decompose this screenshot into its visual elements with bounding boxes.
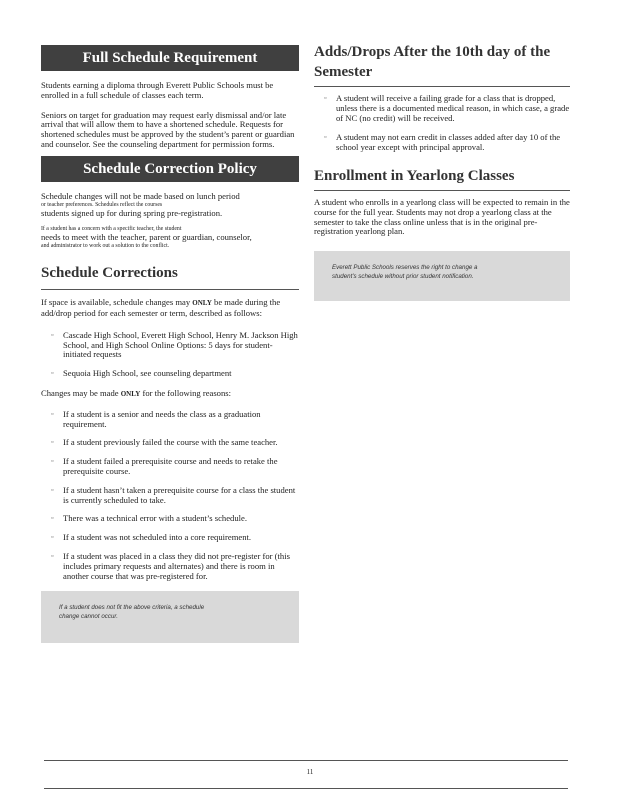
bullet-icon: ▫ (51, 485, 54, 494)
criteria-note-line2: change cannot occur. (59, 613, 118, 621)
policy-line1: Schedule changes will not be made based on lunch period (41, 190, 240, 201)
list-item-text: If a student hasn’t taken a prerequisite course for a class the student is currently scheduled to take. (63, 484, 296, 505)
bullet-icon: ▫ (51, 457, 54, 466)
reasons-intro-a: Changes may be made (41, 387, 119, 398)
list-item (41, 552, 299, 581)
full-schedule-heading: Full Schedule Requirement (41, 45, 299, 71)
rights-note-line1: Everett Public Schools reserves the right to change a (332, 264, 478, 272)
list-item (41, 438, 299, 448)
list-item-text: If a student is a senior and needs the class as a graduation requirement. (63, 408, 261, 429)
policy-line5: needs to meet with the teacher, parent or guardian, counselor, (41, 232, 252, 243)
corrections-intro-a: If space is available, schedule changes may (41, 297, 191, 308)
add-drop-periods-list (41, 331, 299, 379)
footer-rule-bottom (44, 788, 568, 789)
list-item (41, 486, 299, 506)
policy-line6: and administrator to work out a solution to the conflict. (41, 243, 170, 250)
full-schedule-para1: Students earning a diploma through Everett Public Schools must be enrolled in a full schedule of classes each term. (41, 80, 274, 100)
rights-note-box (314, 251, 570, 301)
bullet-icon: ▫ (51, 409, 54, 418)
list-item-text: Cascade High School, Everett High School, Henry M. Jackson High School, and High School Online Options: 5 days for student-initiated requests (63, 329, 298, 360)
policy-line3: students signed up for during spring pre-registration. (41, 207, 223, 218)
corrections-heading: Schedule Corrections (41, 264, 299, 290)
reasons-intro-b: for the following reasons: (142, 387, 232, 398)
footer-rule-top (44, 760, 568, 761)
correction-policy-heading: Schedule Correction Policy (41, 156, 299, 182)
bullet-icon: ▫ (51, 551, 54, 560)
corrections-intro (41, 298, 299, 319)
criteria-note-box (41, 591, 299, 643)
adds-drops-heading-line2: Semester (314, 64, 373, 80)
yearlong-para: A student who enrolls in a yearlong class will be expected to remain in the course for the full year. Students may not drop a yearlong class at the semester to take the class online unless that is in the original pre-registration yearlong plan. (314, 196, 570, 237)
bullet-icon: ▫ (324, 94, 327, 102)
list-item-text: A student will receive a failing grade for a class that is dropped, unless there is a documented medical reason, in which case, a grade of NC (no credit) will be received. (336, 93, 570, 123)
list-item (41, 514, 299, 524)
policy-line4: If a student has a concern with a specific teacher, the student (41, 226, 182, 233)
list-item (41, 331, 299, 360)
list-item (41, 410, 299, 430)
adds-drops-list (314, 94, 570, 153)
full-schedule-para2: Seniors on target for graduation may request early dismissal and/or late arrival that will allow them to have a shortened schedule. Requests for shortened schedules must be approved by the student’s parent or guardian and counselor. See the counseling department for permission forms. (41, 109, 295, 149)
right-column (314, 0, 570, 301)
rights-note-line2: student's schedule without prior student notification. (332, 273, 474, 281)
adds-drops-heading-line1: Adds/Drops After the 10th day of the (314, 44, 551, 60)
list-item-text: A student may not earn credit in classes added after day 10 of the school year except with principal approval. (336, 132, 561, 153)
bullet-icon: ▫ (324, 133, 327, 142)
page-number: 11 (306, 768, 314, 776)
corrections-intro-b: be made during the add/drop period for each semester or term, described as follows: (41, 297, 281, 318)
change-reasons-list (41, 410, 299, 582)
list-item-text: If a student previously failed the course with the same teacher. (63, 437, 278, 448)
list-item-text: There was a technical error with a student’s schedule. (63, 513, 247, 524)
bullet-icon: ▫ (51, 330, 54, 339)
reasons-intro (41, 389, 299, 400)
bullet-icon: ▫ (51, 438, 54, 447)
list-item (41, 457, 299, 477)
only-emphasis-1: ONLY (192, 299, 212, 308)
bullet-icon: ▫ (51, 369, 54, 378)
bullet-icon: ▫ (51, 533, 54, 542)
list-item-text: If a student failed a prerequisite course and needs to retake the prerequisite course. (63, 456, 278, 476)
list-item (41, 369, 299, 379)
list-item-text: If a student was placed in a class they did not pre-register for (this includes primary requests and alternates) and there is room in another course that was pre-registered for. (63, 550, 290, 581)
yearlong-heading: Enrollment in Yearlong Classes (314, 167, 570, 191)
adds-drops-heading (314, 42, 570, 87)
criteria-note-line1: If a student does not fit the above criteria, a schedule (59, 604, 205, 612)
policy-line2: or teacher preferences. Schedules reflect the courses (41, 201, 163, 208)
left-column (41, 0, 299, 643)
only-emphasis-2: ONLY (120, 389, 141, 398)
list-item (41, 533, 299, 543)
list-item-text: If a student was not scheduled into a core requirement. (63, 532, 252, 543)
bullet-icon: ▫ (51, 514, 54, 523)
list-item-text: Sequoia High School, see counseling department (63, 368, 232, 379)
list-item (314, 133, 570, 153)
list-item (314, 94, 570, 123)
